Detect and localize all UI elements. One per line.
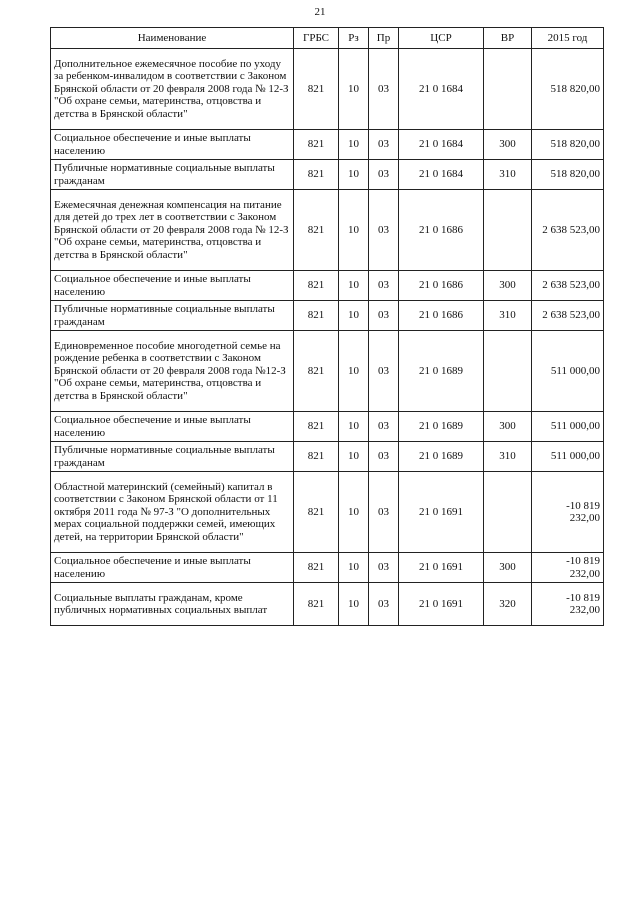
row-name: Публичные нормативные социальные выплаты гражданам (51, 301, 294, 331)
row-name: Публичные нормативные социальные выплаты гражданам (51, 442, 294, 472)
table-row (51, 331, 604, 412)
row-rz: 10 (339, 301, 369, 331)
row-rz: 10 (339, 412, 369, 442)
row-csr: 21 0 1689 (399, 442, 484, 472)
row-amount: 2 638 523,00 (532, 301, 604, 331)
row-vr: 310 (484, 160, 532, 190)
header-vr: ВР (484, 28, 532, 49)
row-name: Дополнительное ежемесячное пособие по уходу за ребенком-инвалидом в соответствии с Законом Брянской области от 20 февраля 2008 года № 12-З "Об охране семьи, материнства, отцовства и детства в Брянской области" (51, 49, 294, 130)
row-csr: 21 0 1684 (399, 160, 484, 190)
table-row (51, 271, 604, 301)
row-vr: 300 (484, 271, 532, 301)
row-grbs: 821 (294, 553, 339, 583)
row-rz: 10 (339, 583, 369, 626)
row-pr: 03 (369, 130, 399, 160)
row-vr: 300 (484, 130, 532, 160)
table-row (51, 190, 604, 271)
row-pr: 03 (369, 160, 399, 190)
row-rz: 10 (339, 331, 369, 412)
row-name: Социальное обеспечение и иные выплаты населению (51, 130, 294, 160)
table-row (51, 160, 604, 190)
row-rz: 10 (339, 442, 369, 472)
header-grbs: ГРБС (294, 28, 339, 49)
row-amount: -10 819 232,00 (532, 553, 604, 583)
table-row (51, 130, 604, 160)
row-amount: 2 638 523,00 (532, 271, 604, 301)
row-csr: 21 0 1686 (399, 301, 484, 331)
row-rz: 10 (339, 130, 369, 160)
row-grbs: 821 (294, 160, 339, 190)
row-csr: 21 0 1686 (399, 271, 484, 301)
row-csr: 21 0 1691 (399, 472, 484, 553)
table-row (51, 49, 604, 130)
row-grbs: 821 (294, 442, 339, 472)
row-amount: 2 638 523,00 (532, 190, 604, 271)
row-name: Социальное обеспечение и иные выплаты населению (51, 412, 294, 442)
row-csr: 21 0 1691 (399, 553, 484, 583)
row-grbs: 821 (294, 130, 339, 160)
row-amount: 518 820,00 (532, 130, 604, 160)
header-csr: ЦСР (399, 28, 484, 49)
header-rz: Рз (339, 28, 369, 49)
row-grbs: 821 (294, 49, 339, 130)
row-csr: 21 0 1689 (399, 412, 484, 442)
row-pr: 03 (369, 301, 399, 331)
row-name: Ежемесячная денежная компенсация на питание для детей до трех лет в соответствии с Законом Брянской области от 20 февраля 2008 года № 12-З "Об охране семьи, материнства, отцовства и детства в Брянской области" (51, 190, 294, 271)
row-rz: 10 (339, 472, 369, 553)
row-pr: 03 (369, 553, 399, 583)
row-csr: 21 0 1691 (399, 583, 484, 626)
row-pr: 03 (369, 190, 399, 271)
row-name: Единовременное пособие многодетной семье на рождение ребенка в соответствии с Законом Брянской области от 20 февраля 2008 года №12-З "Об охране семьи, материнства, отцовства и детства в Брянской области" (51, 331, 294, 412)
row-amount: 511 000,00 (532, 442, 604, 472)
row-vr: 300 (484, 553, 532, 583)
row-csr: 21 0 1684 (399, 130, 484, 160)
row-vr: 320 (484, 583, 532, 626)
row-grbs: 821 (294, 412, 339, 442)
table-row (51, 442, 604, 472)
row-csr: 21 0 1686 (399, 190, 484, 271)
row-name: Социальное обеспечение и иные выплаты населению (51, 553, 294, 583)
row-grbs: 821 (294, 331, 339, 412)
row-name: Социальное обеспечение и иные выплаты населению (51, 271, 294, 301)
row-amount: 511 000,00 (532, 412, 604, 442)
row-vr (484, 472, 532, 553)
row-vr (484, 190, 532, 271)
row-amount: 511 000,00 (532, 331, 604, 412)
header-row (51, 28, 604, 49)
header-pr: Пр (369, 28, 399, 49)
row-grbs: 821 (294, 190, 339, 271)
row-grbs: 821 (294, 583, 339, 626)
row-rz: 10 (339, 160, 369, 190)
row-name: Публичные нормативные социальные выплаты гражданам (51, 160, 294, 190)
row-amount: 518 820,00 (532, 49, 604, 130)
row-rz: 10 (339, 271, 369, 301)
budget-table (50, 27, 604, 626)
table-row (51, 583, 604, 626)
row-pr: 03 (369, 412, 399, 442)
table-row (51, 301, 604, 331)
row-grbs: 821 (294, 271, 339, 301)
row-vr (484, 49, 532, 130)
row-amount: 518 820,00 (532, 160, 604, 190)
row-grbs: 821 (294, 301, 339, 331)
row-vr: 300 (484, 412, 532, 442)
header-name: Наименование (51, 28, 294, 49)
row-amount: -10 819 232,00 (532, 472, 604, 553)
row-vr (484, 331, 532, 412)
row-rz: 10 (339, 190, 369, 271)
row-vr: 310 (484, 442, 532, 472)
row-pr: 03 (369, 442, 399, 472)
table-row (51, 412, 604, 442)
row-rz: 10 (339, 49, 369, 130)
table-row (51, 553, 604, 583)
row-vr: 310 (484, 301, 532, 331)
row-pr: 03 (369, 583, 399, 626)
row-csr: 21 0 1684 (399, 49, 484, 130)
row-amount: -10 819 232,00 (532, 583, 604, 626)
row-pr: 03 (369, 331, 399, 412)
row-pr: 03 (369, 49, 399, 130)
row-pr: 03 (369, 472, 399, 553)
row-rz: 10 (339, 553, 369, 583)
header-year: 2015 год (532, 28, 604, 49)
row-name: Областной материнский (семейный) капитал в соответствии с Законом Брянской области от 11 октября 2011 года № 97-З "О дополнительных мерах социальной поддержки семей, имеющих детей, на территории Брянской области" (51, 472, 294, 553)
row-name: Социальные выплаты гражданам, кроме публичных нормативных социальных выплат (51, 583, 294, 626)
row-csr: 21 0 1689 (399, 331, 484, 412)
row-pr: 03 (369, 271, 399, 301)
row-grbs: 821 (294, 472, 339, 553)
page-number: 21 (314, 6, 326, 18)
table-row (51, 472, 604, 553)
